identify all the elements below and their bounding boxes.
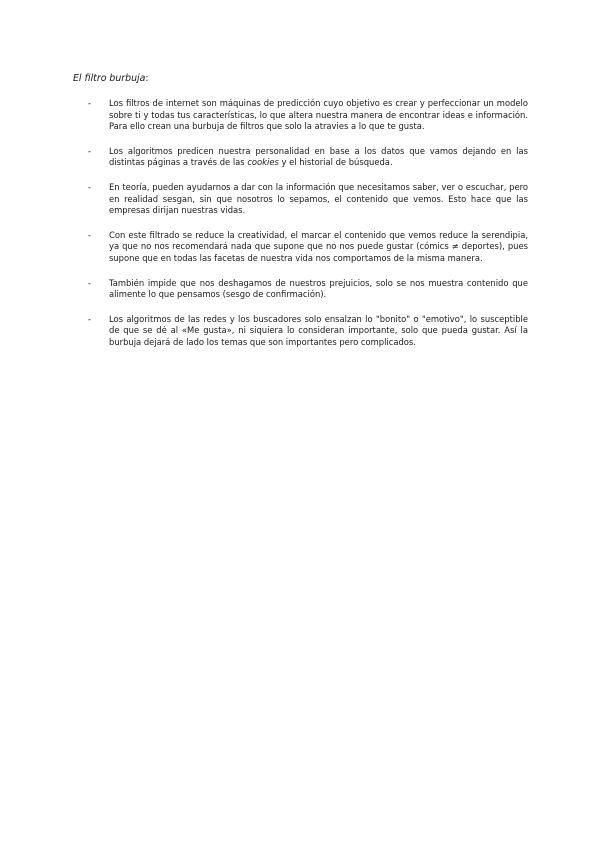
list-item (88, 146, 528, 169)
bullet-dash: - (88, 145, 92, 156)
list-item-text: Los filtros de internet son máquinas de predicción cuyo objetivo es crear y perfeccionar un modelo sobre ti y todas tus características, lo que altera nuestra manera de encontrar ideas e información. Para ello crean una burbuja de filtros que solo la atravies a lo que te gusta. (109, 98, 528, 132)
list-item-text: Con este filtrado se reduce la creatividad, el marcar el contenido que vemos reduce la serendipia, ya que no nos recomendará nada que supone que no nos puede gustar (cómics ≠ deportes), pues supone que en todas las facetas de nuestra vida nos comportamos de la misma manera. (109, 229, 528, 263)
bullet-dash: - (88, 277, 92, 288)
bullet-dash: - (88, 98, 92, 108)
list-item-text: En teoría, pueden ayudarnos a dar con la información que necesitamos saber, ver o escuchar, pero en realidad sesgan, sin que nosotros lo sepamos, el contenido que vemos. Esto hace que las empresas dirijan nuestras vidas. (109, 181, 528, 216)
bullet-list (88, 98, 528, 362)
list-item-text: También impide que nos deshagamos de nuestros prejuicios, solo se nos muestra contenido que alimente lo que pensamos (sesgo de confirmación). (109, 277, 528, 300)
list-item (88, 182, 528, 217)
section-heading (73, 73, 149, 84)
list-item (88, 278, 528, 301)
bullet-dash: - (88, 229, 92, 240)
list-item-italic-text: cookies (247, 157, 279, 168)
bullet-dash: - (88, 181, 92, 192)
heading-title: El filtro burbuja (73, 73, 146, 84)
bullet-dash: - (88, 313, 92, 324)
list-item-text: Los algoritmos de las redes y los buscadores solo ensalzan lo "bonito" o "emotivo", lo susceptible de que se dé al «Me gusta», ni siquiera lo consideran importante, solo que pueda gustar. Así la burbuja dejará de lado los temas que son importantes pero complicados. (109, 313, 528, 347)
list-item-text: Los algoritmos predicen nuestra personalidad en base a los datos que vamos dejando en las distintas páginas a través de las (109, 145, 528, 168)
list-item (88, 314, 528, 349)
list-item-text-end: y el historial de búsqueda. (278, 157, 393, 168)
heading-colon: : (145, 73, 149, 84)
list-item (88, 98, 528, 133)
list-item (88, 230, 528, 265)
